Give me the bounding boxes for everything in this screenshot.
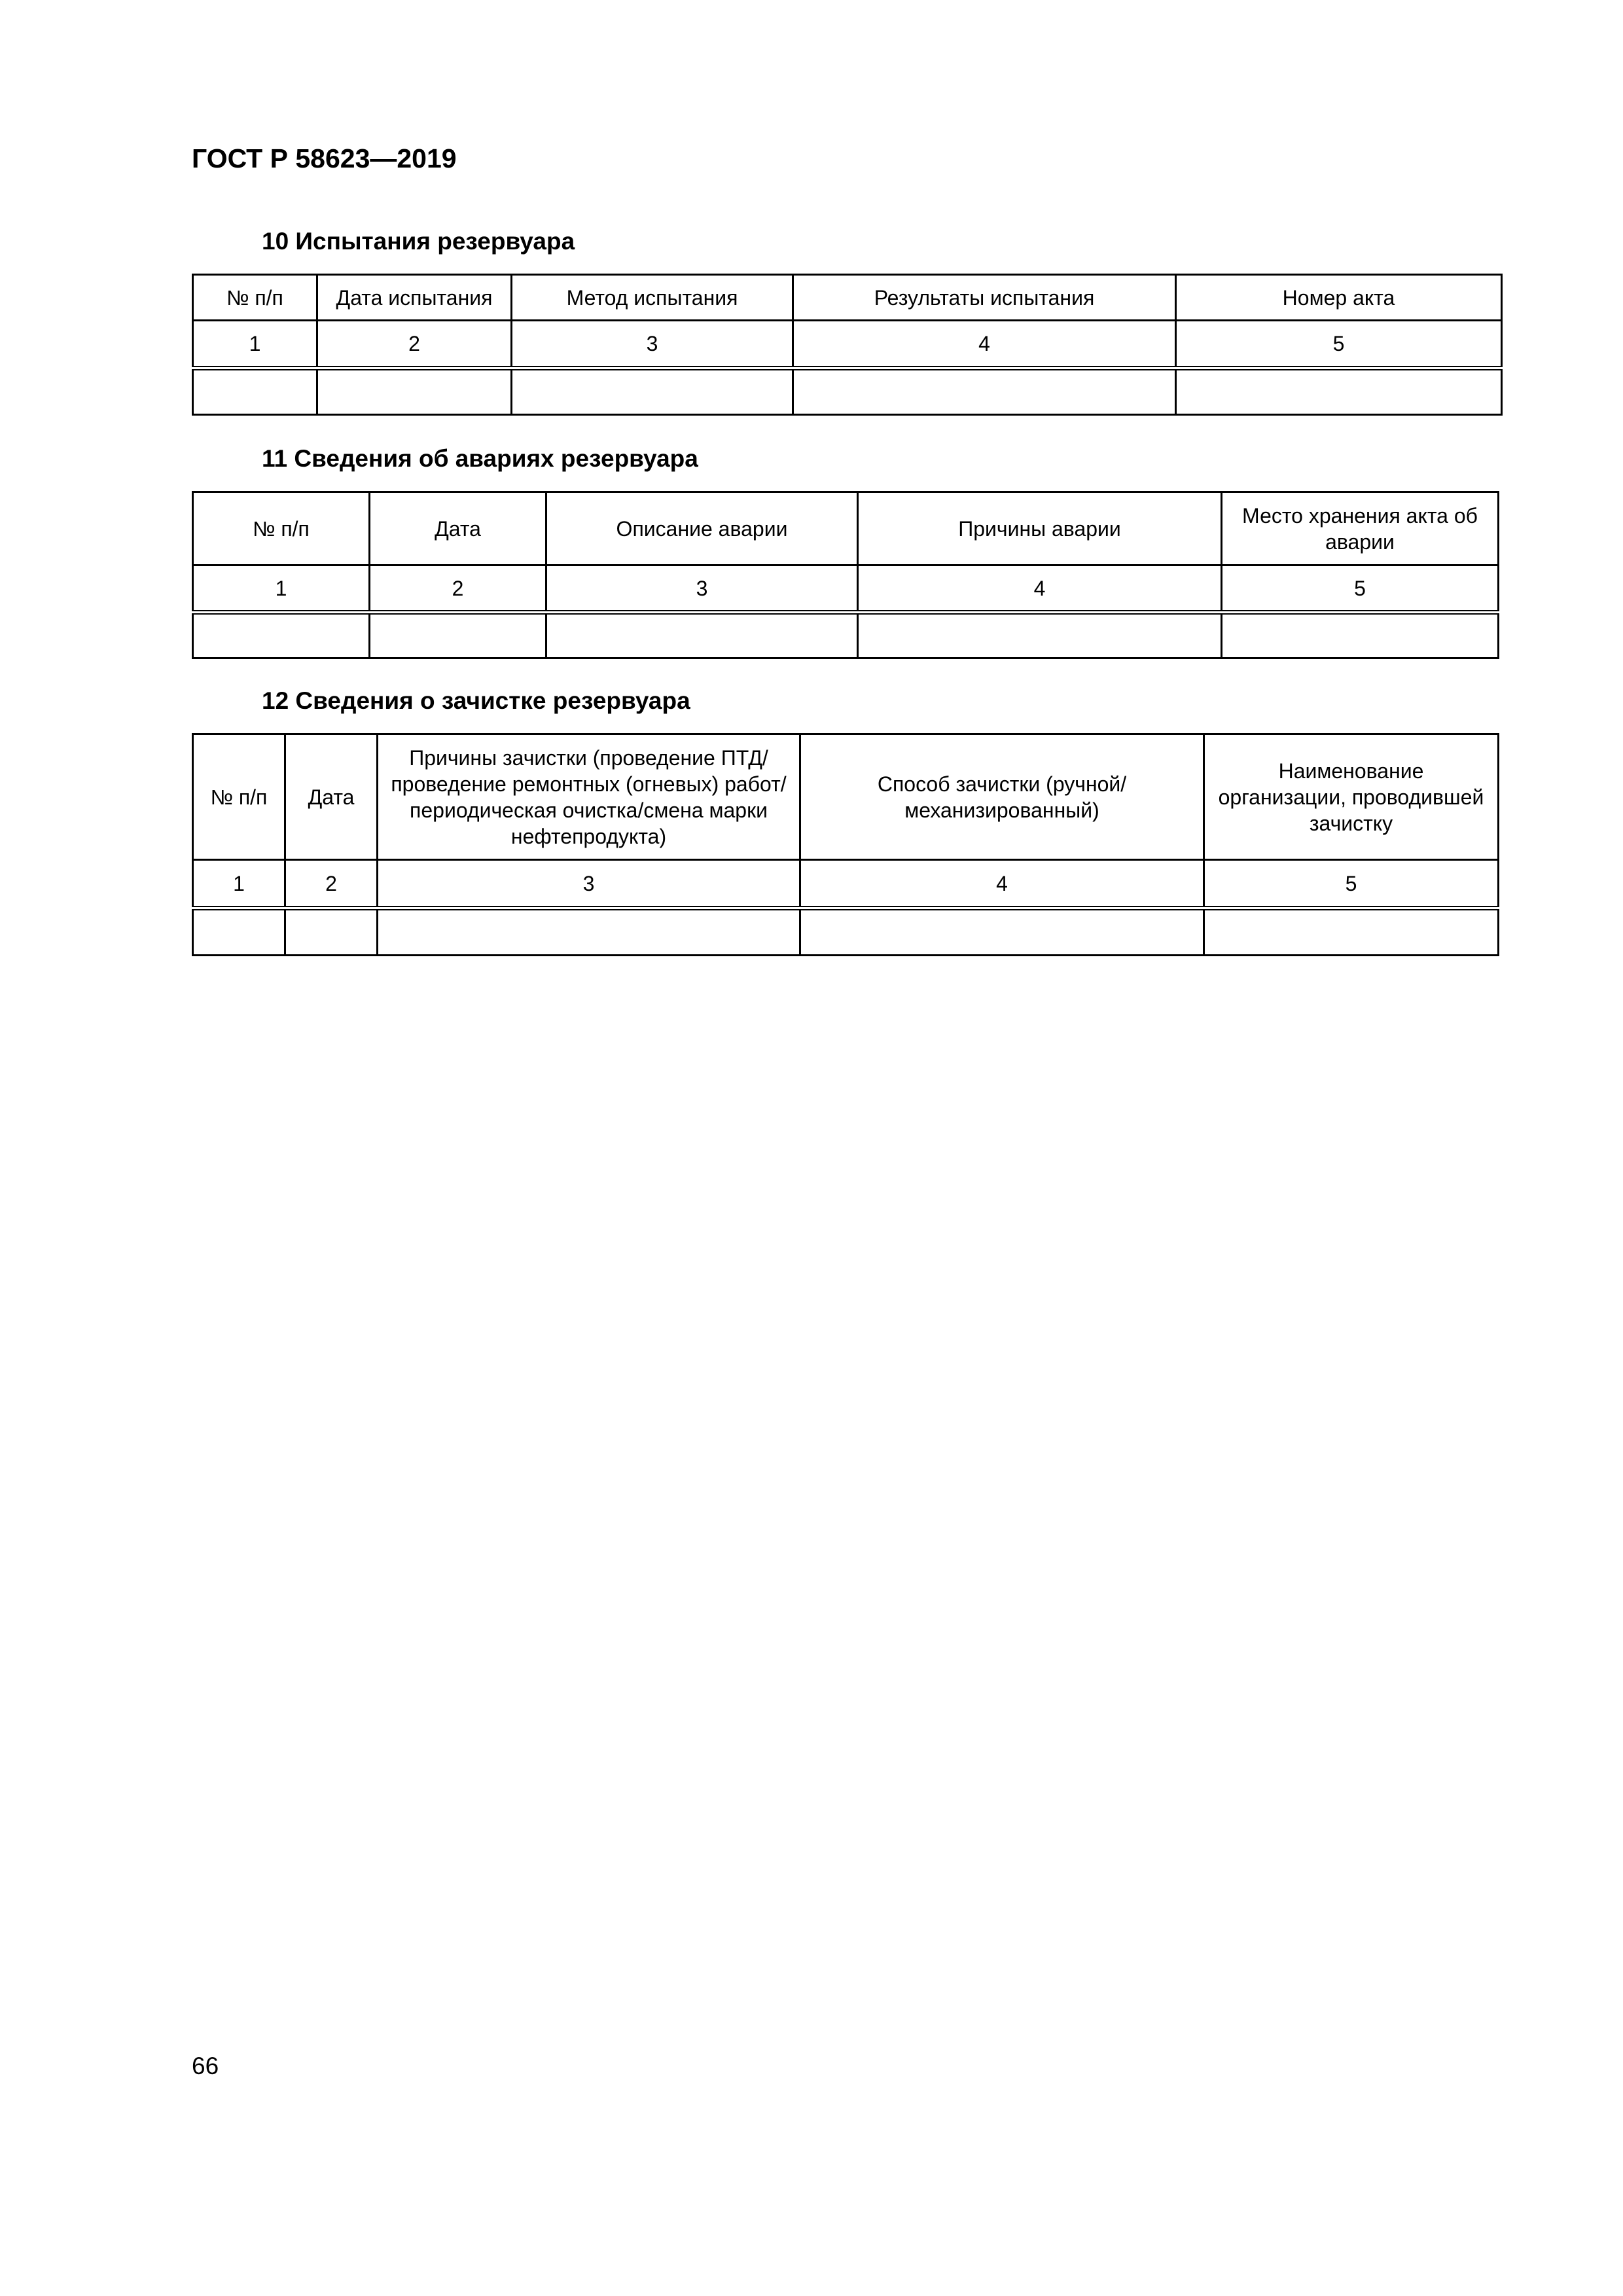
tests-table [192, 274, 1503, 416]
section-12-title: 12 Сведения о зачистке резервуара [262, 687, 690, 714]
section-10-title: 10 Испытания резервуара [262, 228, 575, 255]
table-row [193, 613, 1499, 658]
column-number: 1 [193, 321, 317, 368]
table-cell[interactable] [800, 908, 1204, 956]
column-header: № п/п [193, 734, 285, 860]
column-header: Дата [370, 492, 546, 565]
table-row [193, 368, 1502, 415]
table-row [193, 908, 1499, 956]
column-number: 1 [193, 565, 370, 613]
column-header: Причины зачистки (проведение ПТД/ проведение ремонтных (огневых) работ/ периодическая очистка/смена марки нефтепродукта) [378, 734, 800, 860]
column-header: Дата испытания [317, 275, 512, 321]
cleaning-table [192, 733, 1499, 956]
table-cell[interactable] [285, 908, 378, 956]
column-header: № п/п [193, 275, 317, 321]
column-number: 5 [1222, 565, 1499, 613]
column-header: Место хранения акта об аварии [1222, 492, 1499, 565]
column-number: 2 [370, 565, 546, 613]
table-cell[interactable] [1222, 613, 1499, 658]
table-cell[interactable] [378, 908, 800, 956]
column-number-row [193, 860, 1499, 908]
column-number: 4 [793, 321, 1176, 368]
column-number: 3 [378, 860, 800, 908]
table-cell[interactable] [793, 368, 1176, 415]
column-number: 2 [285, 860, 378, 908]
column-number: 1 [193, 860, 285, 908]
column-header: Причины аварии [858, 492, 1222, 565]
table-cell[interactable] [1204, 908, 1499, 956]
column-number-row [193, 565, 1499, 613]
table-cell[interactable] [317, 368, 512, 415]
table-cell[interactable] [193, 613, 370, 658]
column-number: 4 [800, 860, 1204, 908]
table-cell[interactable] [1176, 368, 1502, 415]
table-header-row [193, 275, 1502, 321]
column-header: Наименование организации, проводившей зачистку [1204, 734, 1499, 860]
column-header: № п/п [193, 492, 370, 565]
column-header: Метод испытания [512, 275, 793, 321]
column-number: 5 [1176, 321, 1502, 368]
column-number: 3 [546, 565, 858, 613]
column-number: 3 [512, 321, 793, 368]
column-header: Дата [285, 734, 378, 860]
table-cell[interactable] [193, 368, 317, 415]
table-header-row [193, 492, 1499, 565]
table-cell[interactable] [370, 613, 546, 658]
table-cell[interactable] [193, 908, 285, 956]
column-header: Способ зачистки (ручной/ механизированный) [800, 734, 1204, 860]
column-number-row [193, 321, 1502, 368]
document-header: ГОСТ Р 58623—2019 [192, 143, 457, 173]
column-header: Описание аварии [546, 492, 858, 565]
accidents-table [192, 491, 1499, 659]
table-header-row [193, 734, 1499, 860]
table-cell[interactable] [546, 613, 858, 658]
column-header: Номер акта [1176, 275, 1502, 321]
column-number: 4 [858, 565, 1222, 613]
table-cell[interactable] [512, 368, 793, 415]
section-11-title: 11 Сведения об авариях резервуара [262, 445, 698, 472]
column-number: 2 [317, 321, 512, 368]
column-header: Результаты испытания [793, 275, 1176, 321]
page-number: 66 [192, 2053, 219, 2079]
table-cell[interactable] [858, 613, 1222, 658]
column-number: 5 [1204, 860, 1499, 908]
